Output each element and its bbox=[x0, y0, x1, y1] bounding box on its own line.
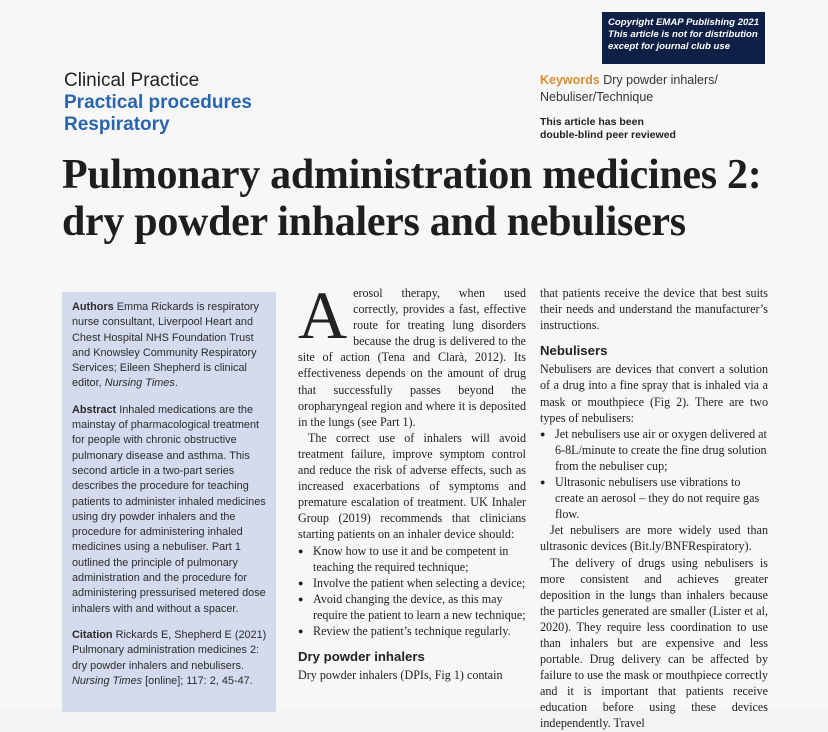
drop-cap: A bbox=[298, 277, 348, 353]
citation-end: [online]; 117: 2, 45-47. bbox=[142, 674, 253, 687]
authors-label: Authors bbox=[72, 301, 114, 313]
peer-review-line: double-blind peer reviewed bbox=[540, 129, 676, 141]
section-clinical-practice: Clinical Practice bbox=[64, 70, 200, 91]
authors-end: . bbox=[174, 377, 178, 390]
list-item: ● Review the patient’s technique regularly. bbox=[298, 623, 526, 639]
citation-text: Rickards E, Shepherd E (2021) Pulmonary administration medicines 2: dry powder inhalers and nebulisers. bbox=[72, 628, 267, 672]
peer-review-note bbox=[540, 116, 740, 142]
citation-label: Citation bbox=[72, 628, 113, 641]
paragraph: that patients receive the device that best suits their needs and understand the manufacturer’s instructions. bbox=[540, 286, 768, 333]
list-item: ● Know how to use it and be competent in teaching the required technique; bbox=[298, 543, 526, 575]
list-item: ● Involve the patient when selecting a device; bbox=[298, 575, 526, 591]
authors-journal: Nursing Times bbox=[104, 377, 175, 390]
article-title: Pulmonary administration medicines 2: dry powder inhalers and nebulisers bbox=[62, 152, 762, 245]
subheading-nebulisers: Nebulisers bbox=[540, 343, 608, 359]
list-item: ● Ultrasonic nebulisers use vibrations to create an aerosol – they do not require gas flow. bbox=[540, 474, 768, 522]
abstract-text: Inhaled medications are the mainstay of pharmacological treatment for people with chronic obstructive pulmonary disease and asthma. This second article in a two-part series describes the procedure for teaching patients to administer inhaled medicines using dry powder inhalers and the procedure for administering inhaled medicines using a nebuliser. Part 1 outlined the principle of pulmonary administration and the procedure for administering pressurised metered dose inhalers with and without a spacer. bbox=[72, 403, 266, 615]
abstract-block bbox=[72, 403, 268, 617]
citation-journal: Nursing Times bbox=[72, 674, 143, 687]
paragraph: Nebulisers are devices that convert a solution of a drug into a fine spray that is inhaled via a mask or mouthpiece (Fig 2). There are two types of nebulisers: bbox=[540, 362, 768, 425]
paragraph: Dry powder inhalers (DPIs, Fig 1) contain bbox=[298, 668, 503, 683]
subheading-dry-powder-inhalers: Dry powder inhalers bbox=[298, 649, 425, 665]
body-column-2 bbox=[540, 285, 768, 732]
intro-paragraph bbox=[298, 277, 526, 430]
bullet-list bbox=[298, 543, 526, 640]
citation-block bbox=[72, 628, 268, 689]
paragraph: The delivery of drugs using nebulisers is more consistent and achieves greater deposition in the lungs than inhalers because the particles generated are smaller (Lister et al, 2020). They require less coordination to use than inhalers but are expensive and less portable. Drug delivery can be affected by failure to use the mask or mouthpiece correctly and it is important that patients receive education before using these devices independently. Travel bbox=[540, 555, 769, 731]
copyright-line: Copyright EMAP Publishing 2021 bbox=[608, 17, 760, 28]
list-item: ● Avoid changing the device, as this may require the patient to learn a new technique; bbox=[298, 591, 526, 623]
copyright-line: This article is not for distribution bbox=[608, 29, 758, 40]
keywords bbox=[540, 72, 780, 106]
paragraph: Jet nebulisers are more widely used than ultrasonic devices (Bit.ly/BNFRespiratory). bbox=[540, 523, 768, 554]
section-respiratory: Respiratory bbox=[64, 114, 170, 135]
intro-text: erosol therapy, when used correctly, provides a fast, effective route for treating lung disorders because the drug is delivered to the site of action (Tena and Clarà, 2012). Its effectiveness depends on the amount of drug that successfully passes beyond the oropharyngeal region and where it is deposited in the lungs (see Part 1). bbox=[298, 286, 526, 429]
copyright-line: except for journal club use bbox=[608, 41, 731, 52]
body-column-1 bbox=[298, 277, 526, 683]
section-practical-procedures: Practical procedures bbox=[64, 92, 252, 113]
list-item: ● Jet nebulisers use air or oxygen delivered at 6-8L/minute to create the fine drug solution from the nebuliser cup; bbox=[540, 426, 768, 474]
keywords-label: Keywords bbox=[540, 73, 600, 87]
peer-review-line: This article has been bbox=[540, 116, 644, 128]
keywords-text: Dry powder inhalers/ Nebuliser/Technique bbox=[540, 73, 718, 104]
abstract-label: Abstract bbox=[72, 403, 117, 416]
article-info-sidebar bbox=[62, 292, 276, 712]
paragraph: The correct use of inhalers will avoid treatment failure, improve symptom control and reduce the risk of adverse effects, such as increased exacerbations of symptoms and premature escalation of treatment. UK Inhaler Group (2019) recommends that clinicians starting patients on an inhaler device should: bbox=[298, 430, 526, 542]
authors-text: Emma Rickards is respiratory nurse consultant, Liverpool Heart and Chest Hospital NHS Foundation Trust and Knowsley Community Respiratory Services; Eileen Shepherd is clinical editor, bbox=[72, 301, 259, 390]
copyright-notice bbox=[602, 12, 765, 64]
authors-block bbox=[72, 300, 268, 392]
section-labels bbox=[64, 70, 252, 136]
bullet-list bbox=[540, 426, 768, 523]
